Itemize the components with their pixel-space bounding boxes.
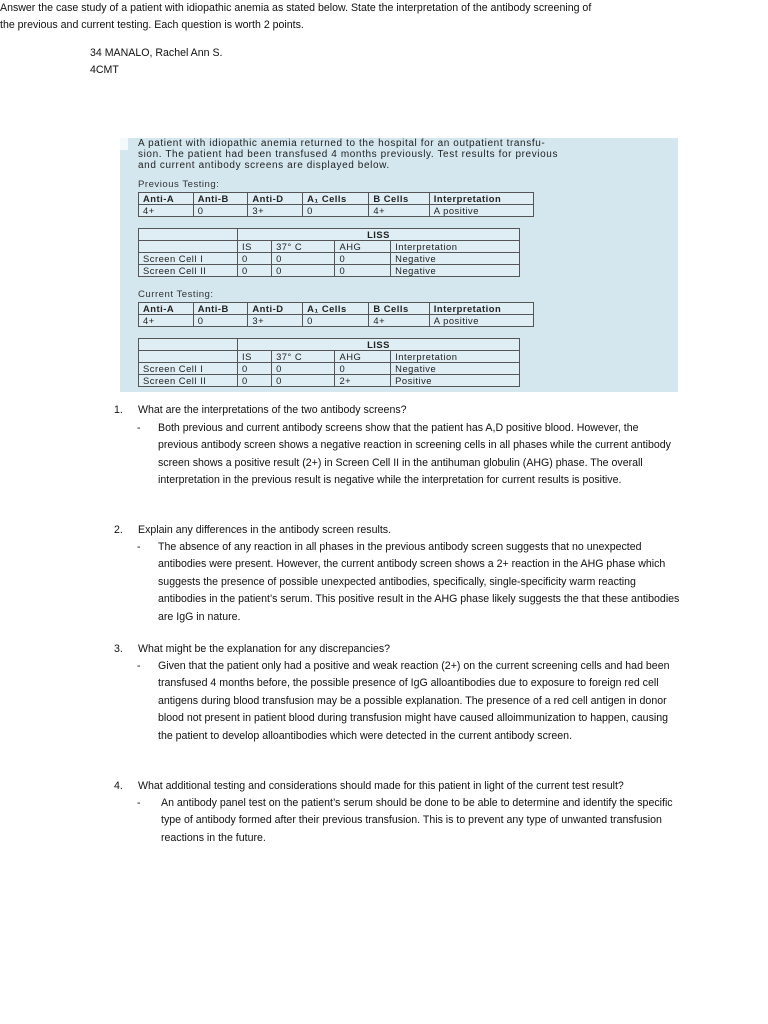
table-header-cell: Interpretation: [429, 193, 533, 205]
table-cell: 0: [193, 205, 248, 217]
table-header-cell: IS: [238, 351, 272, 363]
table-cell: 0: [272, 375, 335, 387]
table-cell: 0: [272, 265, 335, 277]
table-cell: 0: [238, 253, 272, 265]
previous-testing-label: Previous Testing:: [138, 179, 220, 190]
table-header-cell: Anti-B: [193, 193, 248, 205]
answer-text: An antibody panel test on the patient’s serum should be done to be able to determine and identify the specific type of antibody formed after their previous transfusion. This is to prevent any type of unwanted transfusion reactions in the future.: [161, 797, 673, 844]
table-cell: A positive: [429, 315, 533, 327]
table-row: [139, 205, 534, 217]
table-header-cell: Anti-D: [248, 193, 303, 205]
liss-group-label: LISS: [238, 339, 520, 351]
table-cell: 0: [238, 265, 272, 277]
student-name: 34 MANALO, Rachel Ann S.: [90, 47, 223, 59]
table-cell: 4+: [369, 315, 429, 327]
table-cell: Screen Cell I: [139, 253, 238, 265]
table-row: [139, 265, 520, 277]
table-header-cell: AHG: [335, 241, 391, 253]
table-header-cell: 37° C: [272, 351, 335, 363]
table-header-cell: A₁ Cells: [303, 193, 369, 205]
answer-bullet: -: [137, 797, 141, 809]
answer-text: The absence of any reaction in all phases in the previous antibody screen suggests that no unexpected antibodies were present. However, the current antibody screen shows a 2+ reaction in the AHG phase which suggests the presence of possible unexpected antibodies, specifically, single-specificity warm reacting antibodies in the patient’s serum. This positive result in the AHG phase likely suggests the that these antibodies are IgG in nature.: [158, 541, 680, 623]
table-cell: 0: [335, 265, 391, 277]
table-cell: 4+: [369, 205, 429, 217]
section-label: 4CMT: [90, 64, 119, 76]
current-screen-table: [138, 338, 520, 387]
table-cell: 0: [335, 363, 391, 375]
table-header-row: [139, 351, 520, 363]
answer-bullet: -: [137, 541, 141, 553]
table-cell: 0: [303, 205, 369, 217]
table-header-cell: Anti-A: [139, 303, 194, 315]
table-cell: Negative: [391, 253, 520, 265]
table-cell: 0: [193, 315, 248, 327]
table-row: [139, 315, 534, 327]
question-text: What are the interpretations of the two antibody screens?: [138, 404, 407, 416]
table-cell: Negative: [391, 265, 520, 277]
answer-bullet: -: [137, 660, 141, 672]
table-cell: Screen Cell I: [139, 363, 238, 375]
liss-group-label: LISS: [238, 229, 520, 241]
table-header-cell: AHG: [335, 351, 391, 363]
table-cell: 4+: [139, 315, 194, 327]
table-header-row: [139, 193, 534, 205]
table-cell: 2+: [335, 375, 391, 387]
table-cell: Positive: [391, 375, 520, 387]
table-cell: 0: [303, 315, 369, 327]
table-header-cell: Anti-B: [193, 303, 248, 315]
table-header-cell: Interpretation: [429, 303, 533, 315]
answer-text: Both previous and current antibody screens show that the patient has A,D positive blood. However, the previous antibody screen shows a negative reaction in screening cells in all phases while the current antibody screen shows a positive result (2+) in Screen Cell II in the antihuman globulin (AHG) phase. The overall interpretation in the previous result is negative while the interpretation for current results is positive.: [158, 422, 671, 487]
table-cell: 3+: [248, 315, 303, 327]
table-row: [139, 253, 520, 265]
table-header-cell: B Cells: [369, 193, 429, 205]
table-cell: Screen Cell II: [139, 265, 238, 277]
table-header-cell: IS: [238, 241, 272, 253]
previous-typing-table: [138, 192, 534, 217]
current-typing-table: [138, 302, 534, 327]
table-header-cell: Anti-D: [248, 303, 303, 315]
previous-screen-table: [138, 228, 520, 277]
table-cell: 0: [272, 253, 335, 265]
question-text: What might be the explanation for any discrepancies?: [138, 643, 391, 655]
question-text: Explain any differences in the antibody screen results.: [138, 524, 392, 536]
table-header-row: [139, 241, 520, 253]
table-cell: 4+: [139, 205, 194, 217]
table-cell: 0: [238, 375, 272, 387]
table-cell: 0: [272, 363, 335, 375]
table-row: [139, 363, 520, 375]
current-testing-label: Current Testing:: [138, 289, 214, 300]
question-number: 4.: [114, 780, 123, 792]
case-text-line: A patient with idiopathic anemia returned to the hospital for an outpatient transfu-: [138, 138, 546, 149]
table-cell: Negative: [391, 363, 520, 375]
table-header-cell: Interpretation: [391, 241, 520, 253]
table-cell: 0: [238, 363, 272, 375]
table-row: [139, 375, 520, 387]
case-text-line: sion. The patient had been transfused 4 months previously. Test results for previous: [138, 149, 559, 160]
table-cell: 3+: [248, 205, 303, 217]
table-cell: A positive: [429, 205, 533, 217]
table-header-row: [139, 303, 534, 315]
question-text: What additional testing and considerations should made for this patient in light of the current test result?: [138, 780, 624, 792]
table-header-cell: A₁ Cells: [303, 303, 369, 315]
table-header-cell: B Cells: [369, 303, 429, 315]
table-header-cell: Anti-A: [139, 193, 194, 205]
table-header-cell: 37° C: [272, 241, 335, 253]
table-group-row: [139, 339, 520, 351]
question-number: 3.: [114, 643, 123, 655]
table-cell: 0: [335, 253, 391, 265]
question-number: 1.: [114, 404, 123, 416]
answer-bullet: -: [137, 422, 141, 434]
image-corner-mark: [120, 138, 128, 150]
table-header-cell: Interpretation: [391, 351, 520, 363]
case-image: [120, 138, 678, 392]
instructions: Answer the case study of a patient with idiopathic anemia as stated below. State the interpretation of the antibody screening of the previous and current testing. Each question is worth 2 points.: [0, 2, 592, 31]
question-number: 2.: [114, 524, 123, 536]
answer-text: Given that the patient only had a positive and weak reaction (2+) on the current screening cells and had been transfused 4 months before, the possible presence of IgG alloantibodies due to exposure to foreign red cell antigens during blood transfusion may be a possible explanation. The presence of a red cell antigen in donor blood not present in patient blood during transfusion might have caused alloimmunization to happen, causing the patient to develop alloantibodies which were detected in the current antibody screen.: [158, 660, 670, 742]
table-group-row: [139, 229, 520, 241]
case-text-line: and current antibody screens are displayed below.: [138, 160, 390, 171]
table-cell: Screen Cell II: [139, 375, 238, 387]
